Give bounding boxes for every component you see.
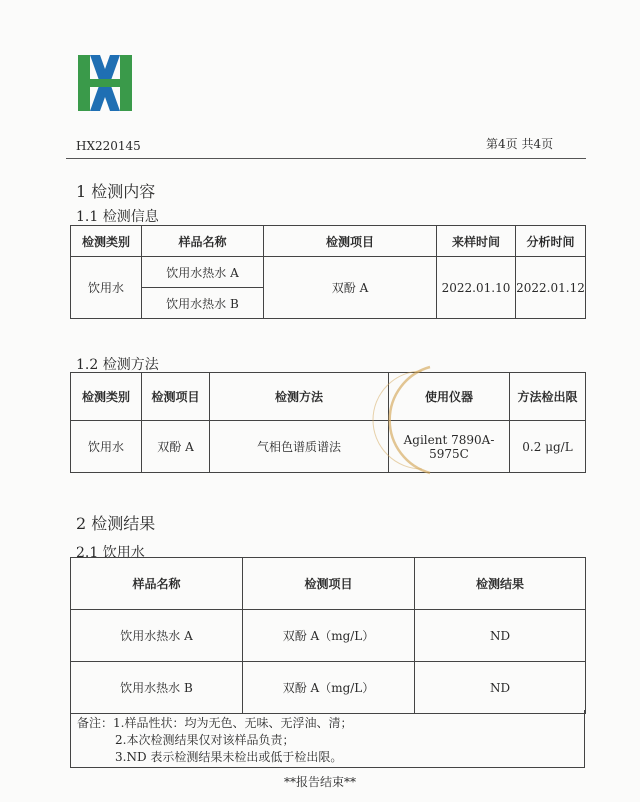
header-cell: 检测项目 xyxy=(142,373,210,421)
method-cell: 饮用水 xyxy=(71,421,142,473)
header-cell: 使用仪器 xyxy=(389,373,510,421)
section-2-1-title: 2.1 饮用水 xyxy=(76,545,145,561)
header-cell: 检测类别 xyxy=(71,226,142,257)
sample-name-cell: 饮用水热水 A xyxy=(71,610,243,662)
section-1-title: 1 检测内容 xyxy=(76,182,156,201)
method-cell: Agilent 7890A-5975C xyxy=(389,421,510,473)
item-cell: 双酚 A（mg/L） xyxy=(243,610,415,662)
header-cell: 分析时间 xyxy=(516,226,586,257)
result-cell: ND xyxy=(415,662,586,714)
table-row xyxy=(71,662,586,714)
header-cell: 检测项目 xyxy=(264,226,437,257)
result-cell: ND xyxy=(415,610,586,662)
header-cell: 检测结果 xyxy=(415,558,586,610)
test-info-table xyxy=(70,225,586,319)
method-cell: 双酚 A xyxy=(142,421,210,473)
section-1-2-title: 1.2 检测方法 xyxy=(76,357,159,373)
item-cell: 双酚 A xyxy=(264,257,437,319)
notes-box xyxy=(70,710,585,768)
note-line: 3.ND 表示检测结果未检出或低于检出限。 xyxy=(115,750,343,764)
page-number: 第4页 共4页 xyxy=(486,137,554,151)
sample-name-cell: 饮用水热水 B xyxy=(71,662,243,714)
company-logo xyxy=(78,55,132,111)
header-cell: 来样时间 xyxy=(437,226,516,257)
note-line: 备注：1.样品性状：均为无色、无味、无浮油、清； xyxy=(77,716,353,730)
header-cell: 方法检出限 xyxy=(510,373,586,421)
category-cell: 饮用水 xyxy=(71,257,142,319)
report-end: **报告结束** xyxy=(283,775,356,789)
sample-cell: 饮用水热水 B xyxy=(142,288,264,319)
header-divider xyxy=(66,158,586,159)
table-row xyxy=(71,610,586,662)
header-cell: 检测项目 xyxy=(243,558,415,610)
header-cell: 样品名称 xyxy=(71,558,243,610)
section-1-1-title: 1.1 检测信息 xyxy=(76,209,159,225)
analyzed-date-cell: 2022.01.12 xyxy=(516,257,586,319)
method-cell: 0.2 μg/L xyxy=(510,421,586,473)
results-table xyxy=(70,557,586,714)
note-line: 2.本次检测结果仅对该样品负责； xyxy=(115,733,295,747)
header-cell: 检测类别 xyxy=(71,373,142,421)
section-2-title: 2 检测结果 xyxy=(76,514,156,533)
item-cell: 双酚 A（mg/L） xyxy=(243,662,415,714)
test-method-table xyxy=(70,372,586,473)
header-cell: 检测方法 xyxy=(210,373,389,421)
sample-cell: 饮用水热水 A xyxy=(142,257,264,288)
method-cell: 气相色谱质谱法 xyxy=(210,421,389,473)
seal-stamp xyxy=(370,365,440,475)
header-cell: 样品名称 xyxy=(142,226,264,257)
received-date-cell: 2022.01.10 xyxy=(437,257,516,319)
report-id: HX220145 xyxy=(76,139,141,153)
